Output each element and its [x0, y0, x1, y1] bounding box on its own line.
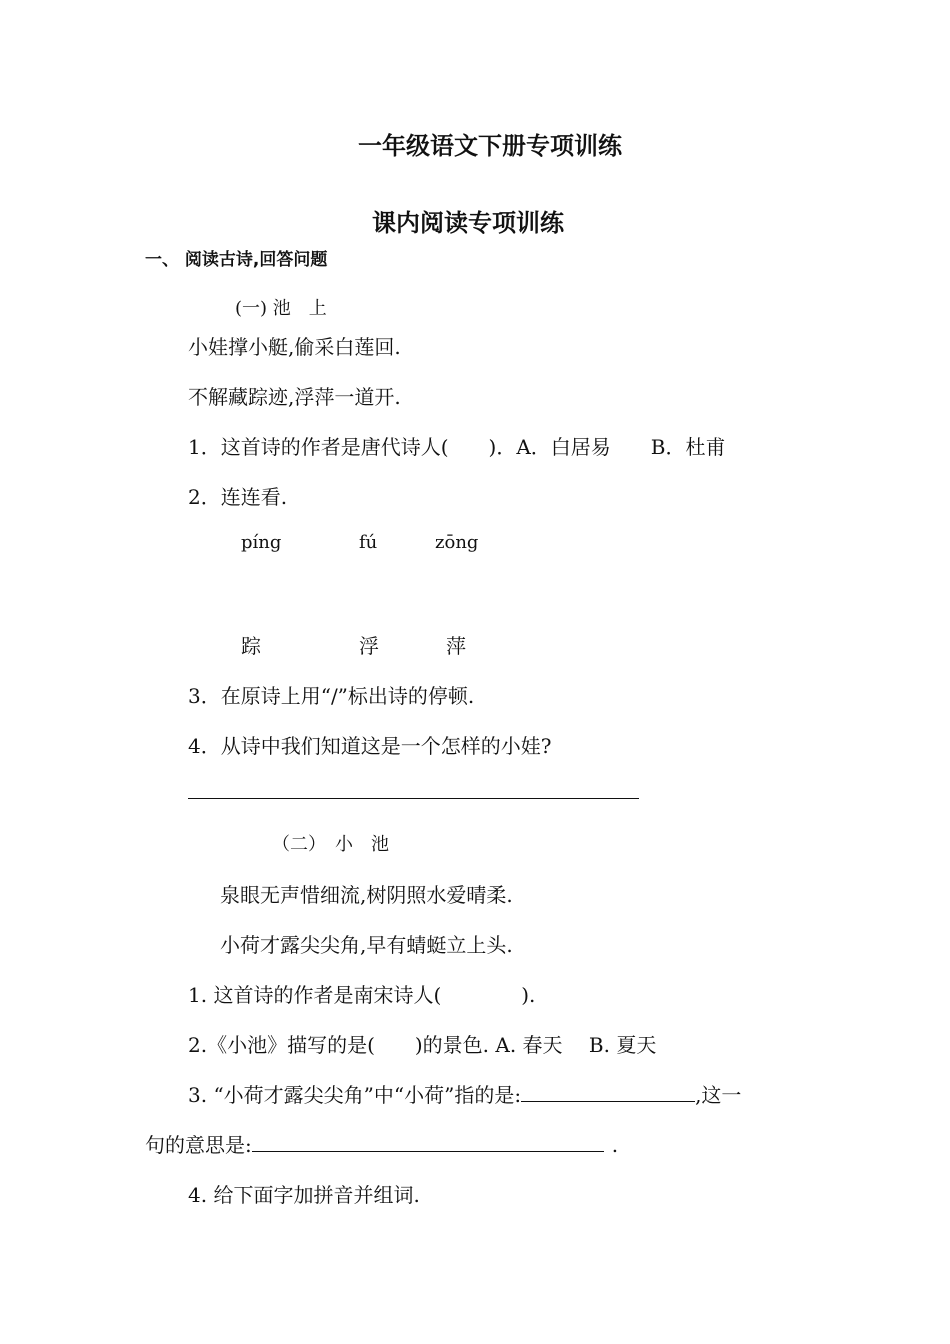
poem2-question-3-line1 [188, 1079, 741, 1108]
document-title: 一年级语文下册专项训练 [358, 132, 622, 160]
answer-line-poem1-q4[interactable] [188, 798, 639, 799]
q3-text-part4: . [611, 1133, 619, 1157]
q3-text-part2: ,这一 [695, 1083, 742, 1107]
poem1-line1: 小娃撑小艇,偷采白莲回. [188, 335, 401, 359]
poem1-line2: 不解藏踪迹,浮萍一道开. [188, 385, 401, 409]
pinyin-ping: píng [241, 532, 282, 553]
poem2-line2: 小荷才露尖尖角,早有蜻蜓立上头. [220, 933, 513, 957]
char-ping: 萍 [446, 634, 466, 658]
poem2-question-3-line2 [145, 1129, 618, 1158]
poem1-question-3: 3．在原诗上用“/”标出诗的停顿. [188, 684, 475, 708]
q3-text-part3: 句的意思是: [145, 1133, 252, 1157]
q3-text-part1: 3. “小荷才露尖尖角”中“小荷”指的是: [188, 1083, 522, 1107]
poem1-question-4: 4．从诗中我们知道这是一个怎样的小娃? [188, 734, 552, 758]
char-zong: 踪 [241, 634, 261, 658]
poem1-question-1: 1．这首诗的作者是唐代诗人( )．A．白居易 B．杜甫 [188, 435, 726, 459]
poem2-question-1: 1. 这首诗的作者是南宋诗人( ). [188, 983, 536, 1007]
pinyin-zong: zōng [435, 532, 479, 553]
char-fu: 浮 [359, 634, 379, 658]
poem1-question-2: 2．连连看. [188, 485, 288, 509]
answer-blank-xiaohe[interactable] [521, 1083, 695, 1102]
section-heading-1: 一、 阅读古诗,回答问题 [145, 250, 328, 270]
poem2-question-4: 4. 给下面字加拼音并组词. [188, 1183, 420, 1207]
document-subtitle: 课内阅读专项训练 [372, 209, 564, 237]
poem2-line1: 泉眼无声惜细流,树阴照水爱晴柔. [220, 883, 513, 907]
poem1-heading: (一) 池 上 [235, 298, 327, 319]
poem2-question-2: 2.《小池》描写的是( )的景色. A. 春天 B. 夏天 [188, 1033, 657, 1057]
poem2-heading: （二） 小 池 [272, 834, 389, 855]
pinyin-fu: fú [359, 532, 378, 553]
answer-blank-meaning[interactable] [252, 1133, 604, 1152]
